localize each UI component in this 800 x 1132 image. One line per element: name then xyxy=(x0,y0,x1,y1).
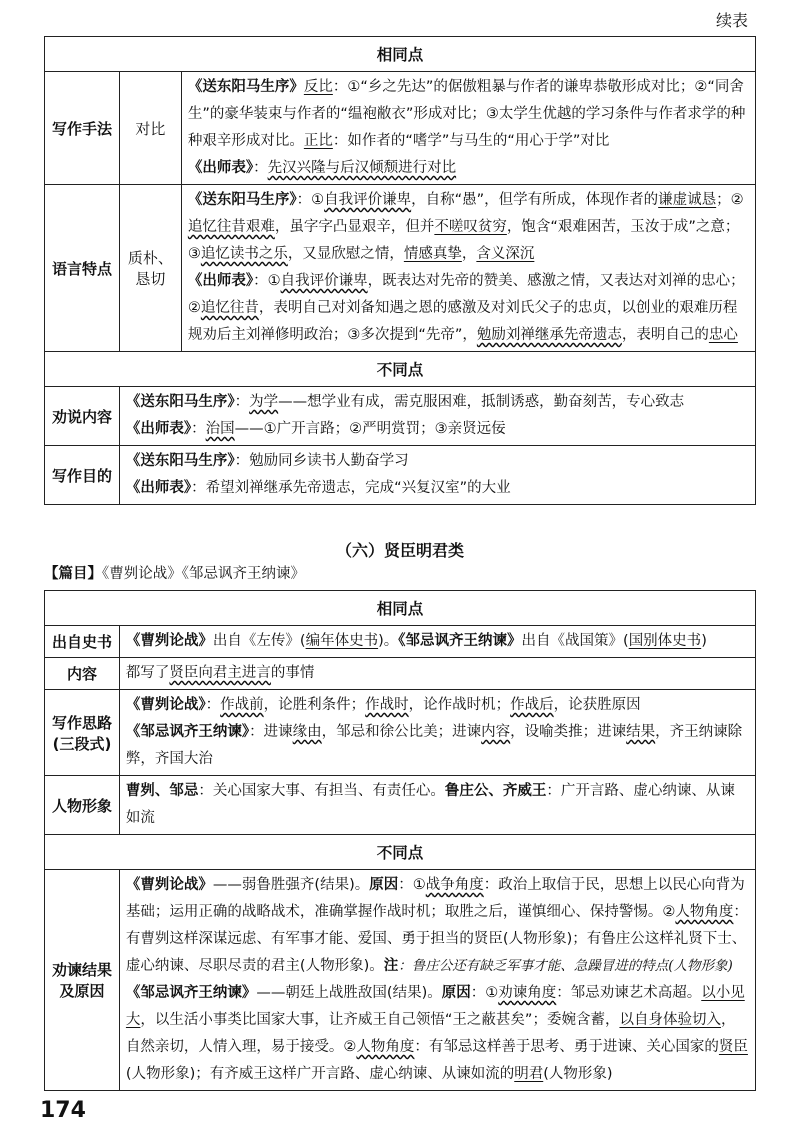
text: ， xyxy=(461,246,477,262)
keyword: 不嗟叹贫穷 xyxy=(434,219,507,235)
language-content xyxy=(181,185,755,352)
book-title: 《出师表》 xyxy=(187,273,254,289)
text: ：希望刘禅继承先帝遗志，完成“兴复汉室”的大业 xyxy=(191,480,511,496)
keyword: 自我评价谦卑 xyxy=(280,273,368,289)
table-row xyxy=(45,658,756,690)
table-row xyxy=(45,591,756,626)
purpose-content xyxy=(119,446,755,505)
row-label-character: 人物形象 xyxy=(45,776,120,835)
text: (人物形象)；有齐威王这样广开言路、虚心纳谏、从谏如流的 xyxy=(125,1066,515,1082)
book-title: 《送东阳马生序》 xyxy=(187,192,297,208)
row-label-persuasion: 劝说内容 xyxy=(45,387,120,446)
keyword: 国别体史书 xyxy=(628,633,702,649)
text: ——弱鲁胜强齐(结果)。 xyxy=(212,877,370,893)
text: ： xyxy=(191,421,206,437)
table-row xyxy=(45,352,756,387)
diff-points-header: 不同点 xyxy=(45,352,756,387)
text: ，既表达对先帝的赞美、感激之情，又表达对刘禅的忠心；② xyxy=(187,273,745,316)
keyword: 为学 xyxy=(249,394,279,410)
sub-label-plain-sincere xyxy=(119,185,181,352)
diff-points-header: 不同点 xyxy=(45,835,756,870)
article-list-text: 《曹刿论战》《邹忌讽齐王纳谏》 xyxy=(102,566,305,582)
keyword: 追忆往昔 xyxy=(200,300,259,316)
section-title: （六）贤臣明君类 xyxy=(335,541,464,560)
text: ：广开言路、虚心纳谏、从谏如流 xyxy=(125,783,735,826)
text: ：有曹刿这样深谋远虑、有军事才能、爱国、勇于担当的贤臣(人物形象)；有鲁庄公这样礼贤下士、虚心纳谏、尽职尽责的君主(人物形象)。 xyxy=(125,904,748,974)
row-label-content: 内容 xyxy=(45,658,120,690)
book-title: 《曹刿论战》 xyxy=(125,877,213,893)
row-label-thinking xyxy=(45,690,120,776)
keyword: 人物角度 xyxy=(356,1039,415,1055)
text: ：① xyxy=(470,985,499,1001)
keyword: 贤臣向君主进言 xyxy=(169,665,271,681)
text: 都写了 xyxy=(125,665,170,681)
keyword: 劝谏角度 xyxy=(498,985,557,1001)
keyword: 以自身体验切入 xyxy=(619,1012,721,1028)
book-title: 《出师表》 xyxy=(125,421,192,437)
text: ，又显欣慰之情， xyxy=(287,246,404,262)
keyword: 以小见大 xyxy=(125,985,745,1028)
text: 出自《左传》( xyxy=(212,633,306,649)
book-title: 《送东阳马生序》 xyxy=(125,453,235,469)
table-row xyxy=(45,776,756,835)
comparison-table-2 xyxy=(44,590,756,1091)
reason-label: 原因 xyxy=(441,985,471,1001)
text: ，设喻类推；进谏 xyxy=(510,724,627,740)
text: ：①“乡之先达”的倨傲粗暴与作者的谦卑恭敬形成对比；②“同舍生”的豪华装束与作者的“缊袍敝衣”形成对比；③太学生优越的学习条件与作者求学的种种艰辛形成对比。 xyxy=(187,79,746,149)
text: ：① xyxy=(398,877,426,893)
keyword: 编年体史书 xyxy=(305,633,379,649)
table-row xyxy=(45,690,756,776)
text: ，虽字字凸显艰辛，但并 xyxy=(274,219,435,235)
keyword: 作战后 xyxy=(510,697,554,713)
keyword: 贤臣 xyxy=(718,1039,748,1055)
table-row xyxy=(45,446,756,505)
keyword: 反比 xyxy=(303,79,333,95)
text: ： xyxy=(253,160,268,176)
text: ：有邹忌这样善于思考、勇于进谏、关心国家的 xyxy=(414,1039,719,1055)
sub-label-contrast: 对比 xyxy=(119,72,181,185)
same-points-header: 相同点 xyxy=(45,591,756,626)
keyword: 含义深沉 xyxy=(476,246,535,262)
keyword: 追忆读书之乐 xyxy=(200,246,288,262)
reason-label: 原因 xyxy=(369,877,399,893)
text: )。 xyxy=(378,633,399,649)
text: ；② xyxy=(716,192,744,208)
book-title: 《送东阳马生序》 xyxy=(125,394,235,410)
result-content xyxy=(119,870,755,1091)
row-label-result xyxy=(45,870,120,1091)
note-label: 注 xyxy=(383,958,399,974)
keyword: 内容 xyxy=(481,724,511,740)
book-title: 《邹忌讽齐王纳谏》 xyxy=(125,724,250,740)
table-row xyxy=(45,626,756,658)
text: ——朝廷上战胜敌国(结果)。 xyxy=(256,985,442,1001)
keyword: 明君 xyxy=(514,1066,544,1082)
table-row xyxy=(45,185,756,352)
character-names: 鲁庄公、齐威王 xyxy=(444,783,547,799)
book-title: 《出师表》 xyxy=(187,160,254,176)
comparison-table-1 xyxy=(44,36,756,505)
keyword: 战争角度 xyxy=(425,877,484,893)
text: ：进谏 xyxy=(249,724,293,740)
keyword: 情感真挚 xyxy=(403,246,462,262)
keyword: 治国 xyxy=(205,421,235,437)
label-line: 及原因 xyxy=(59,982,105,1000)
sub-label-line: 恳切 xyxy=(135,270,166,288)
article-list xyxy=(44,562,305,583)
label-line: (三段式) xyxy=(52,734,112,753)
text: ——想学业有成，需克服困难，抵制诱惑，勤奋刻苦，专心致志 xyxy=(278,394,685,410)
keyword: 勉励刘禅继承先帝遗志 xyxy=(476,327,622,343)
text: (人物形象) xyxy=(543,1066,613,1082)
text: ，饱含“艰难困苦，玉汝于成”之意；③ xyxy=(187,219,740,262)
text: ：如作者的“嗜学”与马生的“用心于学”对比 xyxy=(332,133,610,149)
keyword: 忠心 xyxy=(708,327,738,343)
text: ，齐王纳谏除弊，齐国大治 xyxy=(125,724,743,767)
keyword: 作战时 xyxy=(365,697,409,713)
thinking-content xyxy=(119,690,755,776)
text: ：关心国家大事、有担当、有责任心。 xyxy=(198,783,445,799)
table-row xyxy=(45,387,756,446)
book-title: 《出师表》 xyxy=(125,480,192,496)
keyword: 人物角度 xyxy=(675,904,734,920)
book-title: 《曹刿论战》 xyxy=(125,697,206,713)
keyword: 先汉兴隆与后汉倾颓进行对比 xyxy=(267,160,457,176)
text: ：勉励同乡读书人勤奋学习 xyxy=(234,453,409,469)
text: ，自称“愚”，但学有所成，体现作者的 xyxy=(411,192,659,208)
source-content xyxy=(119,626,755,658)
keyword: 缘由 xyxy=(292,724,322,740)
writing-method-content xyxy=(181,72,755,185)
text: ，表明自己的 xyxy=(621,327,709,343)
persuasion-content xyxy=(119,387,755,446)
row-label-language: 语言特点 xyxy=(45,185,120,352)
character-names: 曹刿、邹忌 xyxy=(125,783,199,799)
table-row xyxy=(45,835,756,870)
continued-label: 续表 xyxy=(715,11,748,30)
text: ：政治上取信于民，思想上以民心向背为基础；运用正确的战略战术，准确掌握作战时机；取胜之后，谨慎细心、保持警惕。② xyxy=(125,877,745,920)
note-text: ：鲁庄公还有缺乏军事才能、急躁冒进的特点(人物形象) xyxy=(398,958,733,974)
row-label-writing-method: 写作手法 xyxy=(45,72,120,185)
label-line: 写作思路 xyxy=(51,713,112,732)
page-number: 174 xyxy=(40,1098,86,1123)
text: ： xyxy=(234,394,250,410)
text: ：① xyxy=(296,192,325,208)
text: ： xyxy=(205,697,221,713)
keyword: 正比 xyxy=(303,133,333,149)
text: ：① xyxy=(253,273,281,289)
book-title: 《邹忌讽齐王纳谏》 xyxy=(398,633,522,649)
keyword: 作战前 xyxy=(220,697,264,713)
same-points-header: 相同点 xyxy=(45,37,756,72)
text: ，以生活小事类比国家大事，让齐威王自己领悟“王之蔽甚矣”；委婉含蓄， xyxy=(140,1012,620,1028)
book-title: 《曹刿论战》 xyxy=(125,633,213,649)
keyword: 追忆往昔艰难 xyxy=(187,219,275,235)
content-content xyxy=(119,658,755,690)
keyword: 结果 xyxy=(626,724,656,740)
label-line: 劝谏结果 xyxy=(51,961,112,979)
text: ，表明自己对刘备知遇之恩的感激及对刘氏父子的忠贞，以创业的艰难历程规劝后主刘禅修明政治；③多次提到“先帝”， xyxy=(187,300,738,343)
text: ，论作战时机； xyxy=(408,697,511,713)
text: ，论胜利条件； xyxy=(263,697,366,713)
text: ——①广开言路；②严明赏罚；③亲贤远佞 xyxy=(234,421,506,437)
text: ，论获胜原因 xyxy=(553,697,641,713)
row-label-source: 出自史书 xyxy=(45,626,120,658)
sub-label-line: 质朴、 xyxy=(127,249,173,267)
article-list-label: 【篇目】 xyxy=(44,566,102,582)
keyword: 谦虚诚恳 xyxy=(658,192,717,208)
text: ：邹忌劝谏艺术高超。 xyxy=(556,985,702,1001)
book-title: 《送东阳马生序》 xyxy=(187,79,304,95)
table-row xyxy=(45,72,756,185)
character-content xyxy=(119,776,755,835)
row-label-purpose: 写作目的 xyxy=(45,446,120,505)
text: 出自《战国策》( xyxy=(521,633,629,649)
text: ，邹忌和徐公比美；进谏 xyxy=(321,724,482,740)
keyword: 自我评价谦卑 xyxy=(324,192,412,208)
table-row xyxy=(45,37,756,72)
table-row xyxy=(45,870,756,1091)
text: ) xyxy=(701,633,707,649)
text: 的事情 xyxy=(270,665,315,681)
book-title: 《邹忌讽齐王纳谏》 xyxy=(125,985,257,1001)
text: ，自然亲切，人情入理，易于接受。② xyxy=(125,1012,736,1055)
